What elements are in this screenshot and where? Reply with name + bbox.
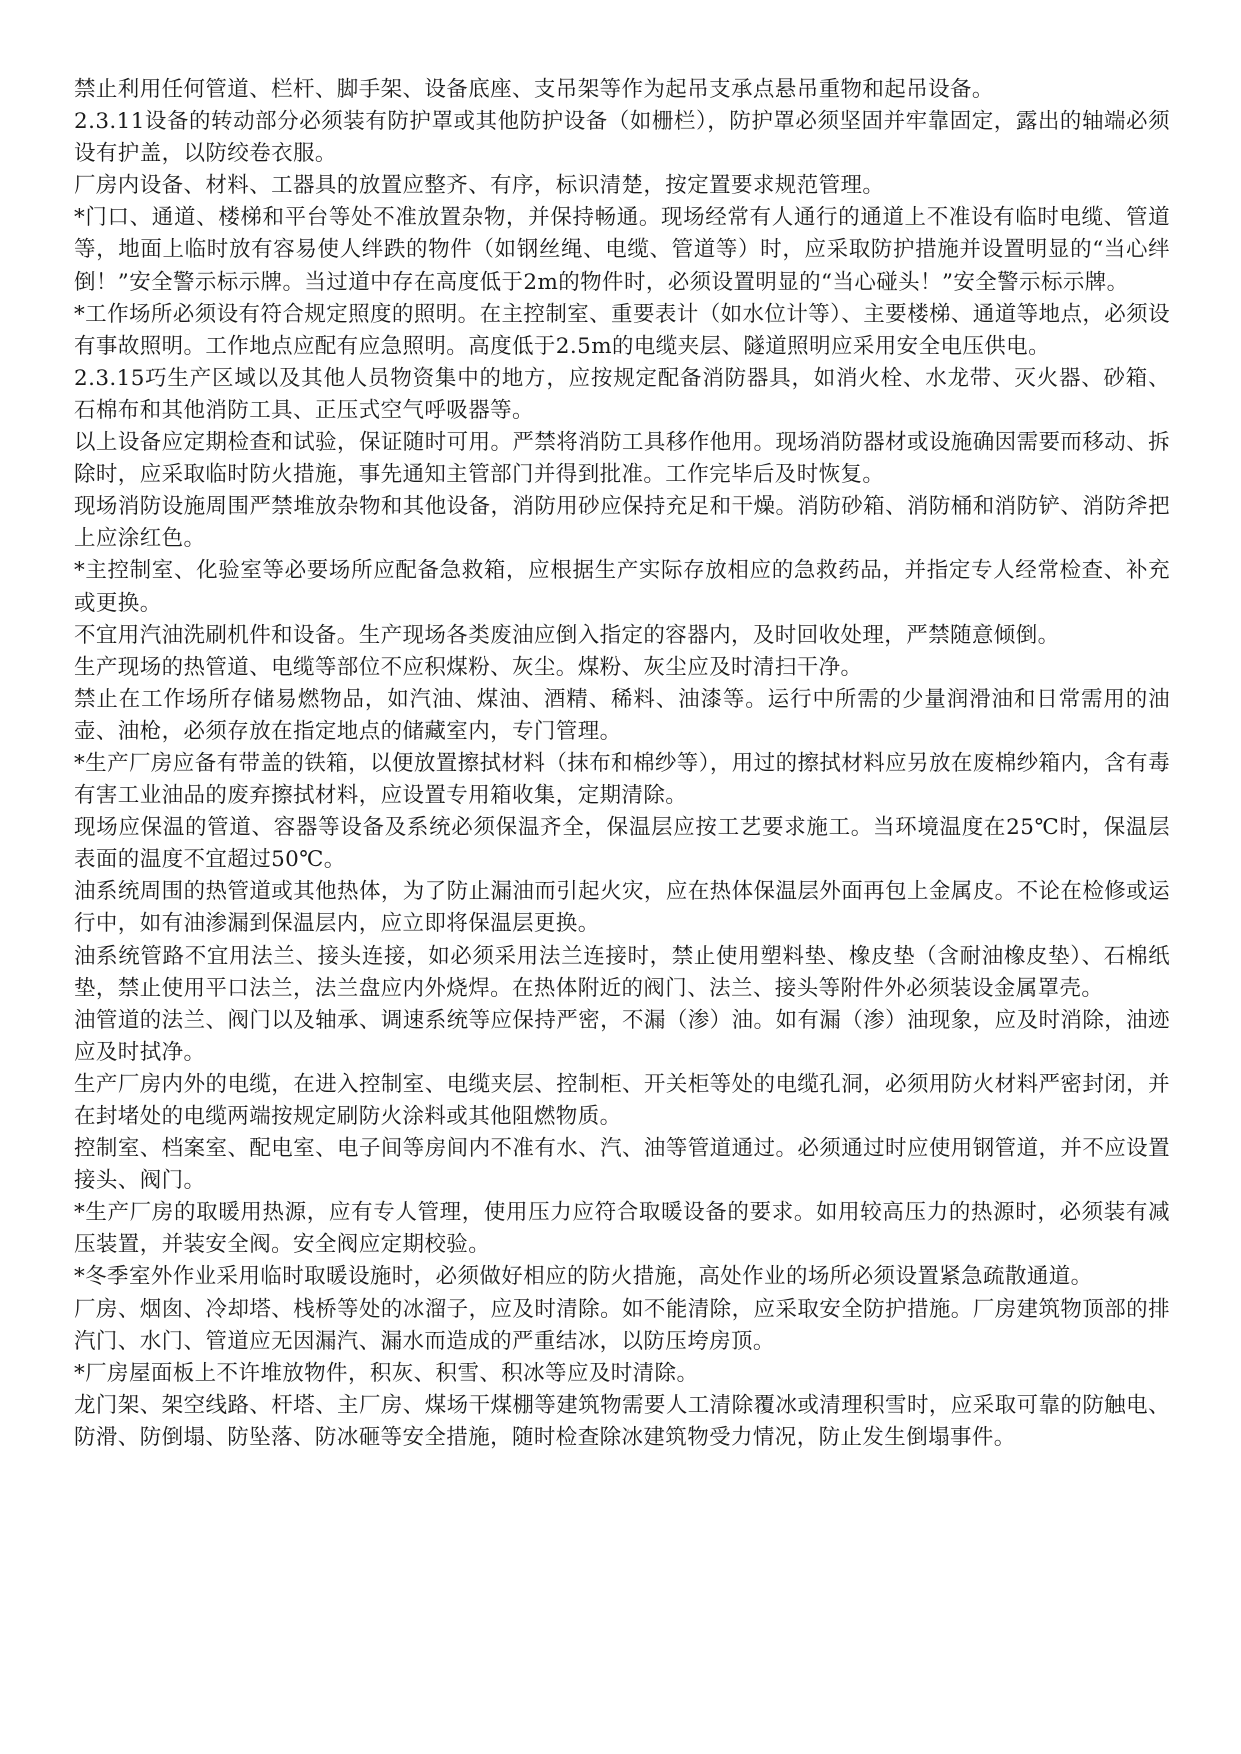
paragraph-de-icing: 龙门架、架空线路、杆塔、主厂房、煤场干煤棚等建筑物需要人工清除覆冰或清理积雪时，应采取可靠的防触电、防滑、防倒塌、防坠落、防冰砸等安全措施，随时检查除冰建筑物受力情况，防止发生倒塌事件。 bbox=[74, 1392, 1170, 1450]
paragraph-oil-system-heat: 油系统周围的热管道或其他热体，为了防止漏油而引起火灾，应在热体保温层外面再包上金属皮。不论在检修或运行中，如有油渗漏到保温层内，应立即将保温层更换。 bbox=[74, 879, 1170, 937]
paragraph-first-aid-kit: *主控制室、化验室等必要场所应配备急救箱，应根据生产实际存放相应的急救药品，并指定专人经常检查、补充或更换。 bbox=[74, 558, 1170, 616]
paragraph-heating-source: *生产厂房的取暖用热源，应有专人管理，使用压力应符合取暖设备的要求。如用较高压力的热源时，必须装有减压装置，并装安全阀。安全阀应定期校验。 bbox=[74, 1200, 1170, 1258]
paragraph-waste-oil: 不宜用汽油洗刷机件和设备。生产现场各类废油应倒入指定的容器内，及时回收处理，严禁随意倾倒。 bbox=[74, 622, 1060, 648]
paragraph-roof-loads: *厂房屋面板上不许堆放物件，积灰、积雪、积冰等应及时清除。 bbox=[74, 1360, 699, 1386]
paragraph-dust-cleaning: 生产现场的热管道、电缆等部位不应积煤粉、灰尘。煤粉、灰尘应及时清扫干净。 bbox=[74, 654, 863, 680]
document-body bbox=[74, 74, 1170, 1454]
paragraph-insulation: 现场应保温的管道、容器等设备及系统必须保温齐全，保温层应按工艺要求施工。当环境温度在25℃时，保温层表面的温度不宜超过50℃。 bbox=[74, 815, 1170, 873]
paragraph-lifting-prohibition: 禁止利用任何管道、栏杆、脚手架、设备底座、支吊架等作为起吊支承点悬吊重物和起吊设备。 bbox=[74, 77, 994, 102]
paragraph-oil-flanges: 油系统管路不宜用法兰、接头连接，如必须采用法兰连接时，禁止使用塑料垫、橡皮垫（含耐油橡皮垫）、石棉纸垫，禁止使用平口法兰，法兰盘应内外烧焊。在热体附近的阀门、法兰、接头等附件外必须装设金属罩壳。 bbox=[74, 943, 1170, 1001]
paragraph-lighting: *工作场所必须设有符合规定照度的照明。在主控制室、重要表计（如水位计等）、主要楼梯、通道等地点，必须设有事故照明。工作地点应配有应急照明。高度低于2.5m的电缆夹层、隧道照明应采用安全电压供电。 bbox=[74, 301, 1170, 359]
paragraph-control-room-pipes: 控制室、档案室、配电室、电子间等房间内不准有水、汽、油等管道通过。必须通过时应使用钢管道，并不应设置接头、阀门。 bbox=[74, 1136, 1170, 1194]
paragraph-equipment-inspection: 以上设备应定期检查和试验，保证随时可用。严禁将消防工具移作他用。现场消防器材或设施确因需要而移动、拆除时，应采取临时防火措施，事先通知主管部门并得到批准。工作完毕后及时恢复。 bbox=[74, 430, 1170, 488]
paragraph-2-3-11-rotating-guards: 2.3.11设备的转动部分必须装有防护罩或其他防护设备（如栅栏），防护罩必须坚固并牢靠固定，露出的轴端必须设有护盖，以防绞卷衣服。 bbox=[74, 109, 1170, 167]
paragraph-wiping-materials: *生产厂房应备有带盖的铁箱，以便放置擦拭材料（抹布和棉纱等），用过的擦拭材料应另放在废棉纱箱内，含有毒有害工业油品的废弃擦拭材料，应设置专用箱收集，定期清除。 bbox=[74, 750, 1170, 809]
paragraph-2-3-15-fire-equipment: 2.3.15巧生产区域以及其他人员物资集中的地方，应按规定配备消防器具，如消火栓、水龙带、灭火器、砂箱、石棉布和其他消防工具、正压式空气呼吸器等。 bbox=[74, 365, 1170, 423]
paragraph-passage-clearance: *门口、通道、楼梯和平台等处不准放置杂物，并保持畅通。现场经常有人通行的通道上不准设有临时电缆、管道等，地面上临时放有容易使人绊跌的物件（如钢丝绳、电缆、管道等）时，应采取防护措施并设置明显的“当心绊倒！”安全警示标示牌。当过道中存在高度低于2m的物件时，必须设置明显的“当心碰头！”安全警示标示牌。 bbox=[74, 205, 1170, 295]
paragraph-cable-sealing: 生产厂房内外的电缆，在进入控制室、电缆夹层、控制柜、开关柜等处的电缆孔洞，必须用防火材料严密封闭，并在封堵处的电缆两端按规定刷防火涂料或其他阻燃物质。 bbox=[74, 1071, 1170, 1129]
paragraph-icicles: 厂房、烟囱、冷却塔、栈桥等处的冰溜子，应及时清除。如不能清除，应采取安全防护措施。厂房建筑物顶部的排汽门、水门、管道应无因漏汽、漏水而造成的严重结冰，以防压垮房顶。 bbox=[74, 1296, 1170, 1354]
paragraph-flammable-storage: 禁止在工作场所存储易燃物品，如汽油、煤油、酒精、稀料、油漆等。运行中所需的少量润滑油和日常需用的油壶、油枪，必须存放在指定地点的储藏室内，专门管理。 bbox=[74, 686, 1170, 744]
paragraph-winter-heating: *冬季室外作业采用临时取暖设施时，必须做好相应的防火措施，高处作业的场所必须设置紧急疏散通道。 bbox=[74, 1264, 1093, 1290]
paragraph-fire-facilities: 现场消防设施周围严禁堆放杂物和其他设备，消防用砂应保持充足和干燥。消防砂箱、消防桶和消防铲、消防斧把上应涂红色。 bbox=[74, 494, 1170, 552]
paragraph-oil-leaks: 油管道的法兰、阀门以及轴承、调速系统等应保持严密，不漏（渗）油。如有漏（渗）油现象，应及时消除，油迹应及时拭净。 bbox=[74, 1007, 1170, 1065]
paragraph-equipment-placement: 厂房内设备、材料、工器具的放置应整齐、有序，标识清楚，按定置要求规范管理。 bbox=[74, 173, 885, 199]
